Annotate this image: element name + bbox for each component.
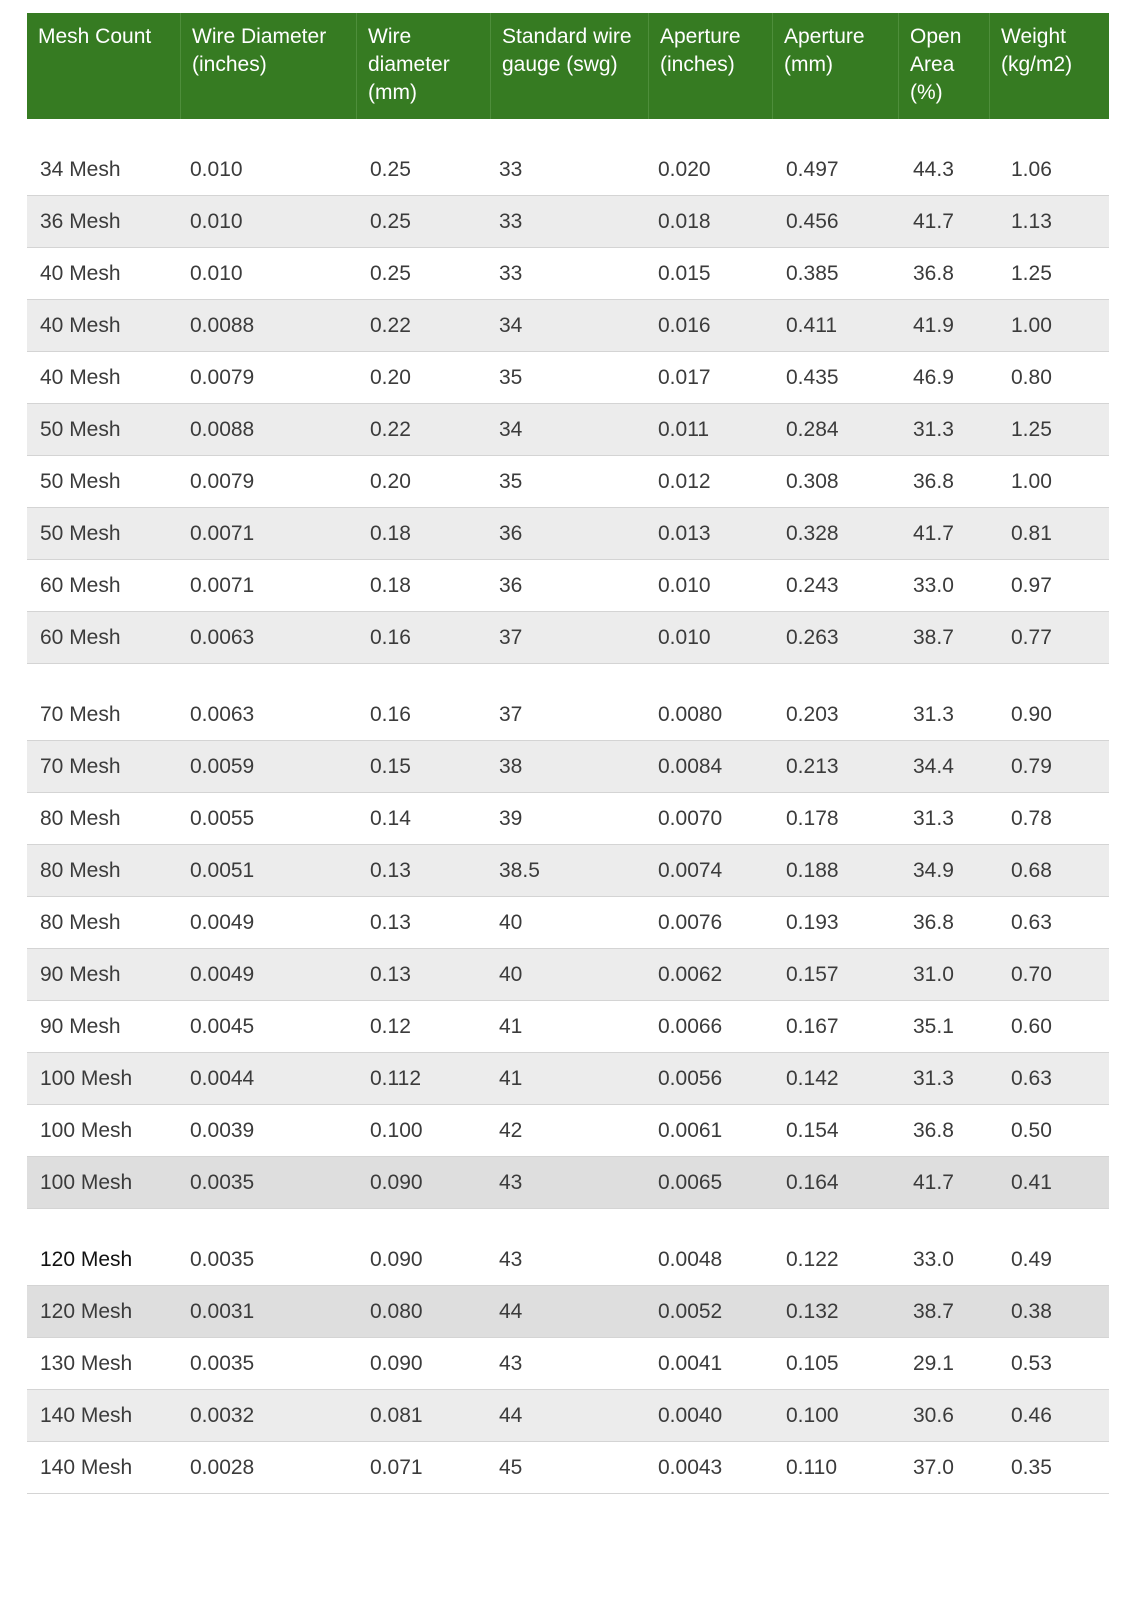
table-row (27, 741, 1109, 793)
cell-mesh-count: 70 Mesh (40, 702, 121, 726)
cell-open-area: 31.3 (913, 417, 954, 441)
table-row (27, 1286, 1109, 1338)
cell-aperture-mm: 0.110 (786, 1455, 837, 1479)
cell-aperture-mm: 0.132 (786, 1299, 839, 1323)
cell-aperture-inches: 0.017 (658, 365, 711, 389)
table-row (27, 404, 1109, 456)
cell-wire-diameter-inches: 0.0049 (190, 910, 255, 934)
cell-wire-diameter-mm: 0.18 (370, 573, 411, 597)
cell-aperture-inches: 0.0076 (658, 910, 723, 934)
cell-wire-diameter-mm: 0.20 (370, 469, 411, 493)
cell-open-area: 34.4 (913, 754, 954, 778)
table-row (27, 845, 1109, 897)
cell-weight: 1.00 (1011, 313, 1052, 337)
cell-aperture-inches: 0.0061 (658, 1118, 723, 1142)
cell-wire-diameter-inches: 0.0071 (190, 573, 255, 597)
cell-weight: 0.49 (1011, 1247, 1052, 1271)
table-group (27, 1234, 1109, 1494)
cell-aperture-mm: 0.435 (786, 365, 839, 389)
table-row (27, 248, 1109, 300)
cell-wire-diameter-inches: 0.0035 (190, 1351, 255, 1375)
cell-wire-diameter-inches: 0.0039 (190, 1118, 255, 1142)
cell-open-area: 31.3 (913, 806, 954, 830)
cell-aperture-inches: 0.0052 (658, 1299, 723, 1323)
cell-mesh-count: 34 Mesh (40, 157, 121, 181)
cell-mesh-count: 36 Mesh (40, 209, 121, 233)
cell-swg: 41 (499, 1066, 523, 1090)
cell-aperture-inches: 0.0065 (658, 1170, 723, 1194)
cell-mesh-count: 90 Mesh (40, 1014, 121, 1038)
cell-aperture-inches: 0.010 (658, 625, 711, 649)
cell-wire-diameter-inches: 0.0088 (190, 313, 255, 337)
cell-aperture-mm: 0.456 (786, 209, 839, 233)
cell-wire-diameter-inches: 0.0028 (190, 1455, 255, 1479)
cell-weight: 0.80 (1011, 365, 1052, 389)
cell-swg: 38.5 (499, 858, 540, 882)
cell-wire-diameter-inches: 0.0031 (190, 1299, 255, 1323)
table-row (27, 1001, 1109, 1053)
cell-aperture-mm: 0.157 (786, 962, 839, 986)
cell-aperture-inches: 0.0084 (658, 754, 723, 778)
cell-wire-diameter-mm: 0.15 (370, 754, 411, 778)
cell-swg: 33 (499, 209, 523, 233)
cell-wire-diameter-inches: 0.010 (190, 261, 243, 285)
cell-aperture-inches: 0.0066 (658, 1014, 723, 1038)
cell-open-area: 41.9 (913, 313, 954, 337)
cell-mesh-count: 140 Mesh (40, 1455, 133, 1479)
table-row (27, 1053, 1109, 1105)
cell-weight: 1.25 (1011, 417, 1052, 441)
cell-swg: 33 (499, 157, 523, 181)
cell-open-area: 38.7 (913, 1299, 954, 1323)
cell-aperture-mm: 0.105 (786, 1351, 839, 1375)
cell-wire-diameter-mm: 0.112 (370, 1066, 421, 1090)
cell-wire-diameter-inches: 0.0049 (190, 962, 255, 986)
cell-aperture-mm: 0.328 (786, 521, 839, 545)
cell-aperture-inches: 0.018 (658, 209, 711, 233)
cell-swg: 44 (499, 1299, 523, 1323)
cell-open-area: 31.3 (913, 702, 954, 726)
table-row (27, 196, 1109, 248)
cell-wire-diameter-mm: 0.090 (370, 1170, 423, 1194)
cell-weight: 0.77 (1011, 625, 1052, 649)
cell-open-area: 41.7 (913, 209, 954, 233)
cell-aperture-mm: 0.203 (786, 702, 839, 726)
cell-aperture-inches: 0.015 (658, 261, 711, 285)
cell-open-area: 36.8 (913, 910, 954, 934)
cell-weight: 1.13 (1011, 209, 1052, 233)
cell-wire-diameter-mm: 0.22 (370, 313, 411, 337)
cell-wire-diameter-inches: 0.0079 (190, 365, 255, 389)
cell-open-area: 33.0 (913, 1247, 954, 1271)
cell-wire-diameter-mm: 0.100 (370, 1118, 423, 1142)
cell-swg: 44 (499, 1403, 523, 1427)
cell-aperture-mm: 0.243 (786, 573, 839, 597)
cell-weight: 0.53 (1011, 1351, 1052, 1375)
cell-wire-diameter-inches: 0.010 (190, 209, 243, 233)
cell-weight: 0.63 (1011, 1066, 1052, 1090)
cell-mesh-count: 130 Mesh (40, 1351, 133, 1375)
cell-wire-diameter-inches: 0.0035 (190, 1170, 255, 1194)
cell-weight: 0.60 (1011, 1014, 1052, 1038)
table-row (27, 897, 1109, 949)
cell-mesh-count: 120 Mesh (40, 1247, 133, 1271)
cell-wire-diameter-inches: 0.0071 (190, 521, 255, 545)
header-wire-diameter-inches: Wire Diameter (inches) (181, 13, 357, 119)
cell-aperture-mm: 0.188 (786, 858, 839, 882)
cell-swg: 37 (499, 702, 523, 726)
table-row (27, 300, 1109, 352)
cell-aperture-inches: 0.0048 (658, 1247, 723, 1271)
cell-wire-diameter-inches: 0.010 (190, 157, 243, 181)
cell-swg: 37 (499, 625, 523, 649)
cell-mesh-count: 80 Mesh (40, 858, 121, 882)
cell-open-area: 37.0 (913, 1455, 954, 1479)
cell-open-area: 36.8 (913, 1118, 954, 1142)
cell-mesh-count: 40 Mesh (40, 261, 121, 285)
cell-aperture-inches: 0.020 (658, 157, 711, 181)
cell-wire-diameter-mm: 0.13 (370, 910, 411, 934)
cell-mesh-count: 100 Mesh (40, 1170, 133, 1194)
cell-aperture-mm: 0.308 (786, 469, 839, 493)
cell-swg: 42 (499, 1118, 523, 1142)
cell-weight: 0.63 (1011, 910, 1052, 934)
cell-weight: 0.81 (1011, 521, 1052, 545)
cell-wire-diameter-inches: 0.0088 (190, 417, 255, 441)
table-group (27, 144, 1109, 664)
cell-wire-diameter-inches: 0.0045 (190, 1014, 255, 1038)
cell-mesh-count: 100 Mesh (40, 1066, 133, 1090)
cell-aperture-inches: 0.0080 (658, 702, 723, 726)
cell-aperture-inches: 0.016 (658, 313, 711, 337)
cell-swg: 40 (499, 962, 523, 986)
cell-open-area: 41.7 (913, 521, 954, 545)
cell-wire-diameter-inches: 0.0063 (190, 625, 255, 649)
cell-weight: 0.90 (1011, 702, 1052, 726)
cell-wire-diameter-mm: 0.13 (370, 962, 411, 986)
cell-open-area: 36.8 (913, 469, 954, 493)
cell-swg: 35 (499, 469, 523, 493)
table-row (27, 1338, 1109, 1390)
table-group (27, 689, 1109, 1209)
table-row (27, 144, 1109, 196)
cell-mesh-count: 80 Mesh (40, 806, 121, 830)
cell-wire-diameter-mm: 0.25 (370, 157, 411, 181)
cell-wire-diameter-inches: 0.0032 (190, 1403, 255, 1427)
cell-aperture-mm: 0.178 (786, 806, 839, 830)
cell-swg: 39 (499, 806, 523, 830)
cell-open-area: 36.8 (913, 261, 954, 285)
cell-weight: 0.38 (1011, 1299, 1052, 1323)
cell-mesh-count: 70 Mesh (40, 754, 121, 778)
cell-aperture-inches: 0.0070 (658, 806, 723, 830)
cell-wire-diameter-mm: 0.16 (370, 702, 411, 726)
header-aperture-inches: Aperture (inches) (649, 13, 773, 119)
table-row (27, 560, 1109, 612)
cell-open-area: 38.7 (913, 625, 954, 649)
cell-weight: 0.78 (1011, 806, 1052, 830)
cell-weight: 1.06 (1011, 157, 1052, 181)
header-wire-diameter-mm: Wire diameter (mm) (357, 13, 491, 119)
cell-aperture-inches: 0.013 (658, 521, 711, 545)
header-aperture-mm: Aperture (mm) (773, 13, 899, 119)
cell-swg: 34 (499, 417, 523, 441)
cell-aperture-mm: 0.411 (786, 313, 837, 337)
cell-wire-diameter-mm: 0.090 (370, 1351, 423, 1375)
cell-aperture-mm: 0.100 (786, 1403, 839, 1427)
header-open-area: Open Area (%) (899, 13, 990, 119)
cell-weight: 0.70 (1011, 962, 1052, 986)
cell-aperture-mm: 0.213 (786, 754, 839, 778)
cell-mesh-count: 50 Mesh (40, 469, 121, 493)
cell-wire-diameter-mm: 0.20 (370, 365, 411, 389)
cell-weight: 0.79 (1011, 754, 1052, 778)
header-weight: Weight (kg/m2) (1001, 25, 1073, 76)
table-row (27, 1442, 1109, 1494)
cell-mesh-count: 60 Mesh (40, 573, 121, 597)
cell-weight: 1.25 (1011, 261, 1052, 285)
cell-weight: 0.50 (1011, 1118, 1052, 1142)
cell-mesh-count: 100 Mesh (40, 1118, 133, 1142)
cell-wire-diameter-mm: 0.25 (370, 261, 411, 285)
cell-swg: 36 (499, 573, 523, 597)
cell-wire-diameter-mm: 0.12 (370, 1014, 411, 1038)
cell-aperture-mm: 0.142 (786, 1066, 839, 1090)
cell-swg: 35 (499, 365, 523, 389)
table-row (27, 1390, 1109, 1442)
cell-weight: 0.46 (1011, 1403, 1052, 1427)
cell-wire-diameter-mm: 0.081 (370, 1403, 423, 1427)
cell-mesh-count: 140 Mesh (40, 1403, 133, 1427)
cell-open-area: 33.0 (913, 573, 954, 597)
cell-weight: 1.00 (1011, 469, 1052, 493)
cell-aperture-inches: 0.0062 (658, 962, 723, 986)
cell-wire-diameter-mm: 0.25 (370, 209, 411, 233)
cell-wire-diameter-inches: 0.0079 (190, 469, 255, 493)
cell-weight: 0.35 (1011, 1455, 1052, 1479)
cell-mesh-count: 90 Mesh (40, 962, 121, 986)
cell-wire-diameter-inches: 0.0051 (190, 858, 255, 882)
cell-aperture-inches: 0.012 (658, 469, 711, 493)
cell-open-area: 44.3 (913, 157, 954, 181)
cell-open-area: 31.3 (913, 1066, 954, 1090)
cell-aperture-mm: 0.154 (786, 1118, 839, 1142)
cell-mesh-count: 120 Mesh (40, 1299, 133, 1323)
cell-swg: 45 (499, 1455, 523, 1479)
table-body (27, 144, 1109, 1494)
cell-swg: 40 (499, 910, 523, 934)
cell-open-area: 41.7 (913, 1170, 954, 1194)
cell-mesh-count: 80 Mesh (40, 910, 121, 934)
table-row (27, 456, 1109, 508)
cell-swg: 34 (499, 313, 523, 337)
cell-swg: 43 (499, 1170, 523, 1194)
cell-aperture-inches: 0.0056 (658, 1066, 723, 1090)
cell-wire-diameter-inches: 0.0044 (190, 1066, 255, 1090)
cell-swg: 33 (499, 261, 523, 285)
cell-wire-diameter-inches: 0.0059 (190, 754, 255, 778)
cell-open-area: 46.9 (913, 365, 954, 389)
cell-wire-diameter-mm: 0.13 (370, 858, 411, 882)
cell-mesh-count: 50 Mesh (40, 521, 121, 545)
header-swg: Standard wire gauge (swg) (491, 13, 649, 119)
table-row (27, 793, 1109, 845)
cell-aperture-inches: 0.0040 (658, 1403, 723, 1427)
cell-aperture-inches: 0.011 (658, 417, 709, 441)
table-row (27, 949, 1109, 1001)
cell-aperture-inches: 0.0043 (658, 1455, 723, 1479)
table-row (27, 689, 1109, 741)
cell-wire-diameter-mm: 0.090 (370, 1247, 423, 1271)
cell-mesh-count: 40 Mesh (40, 313, 121, 337)
cell-aperture-mm: 0.122 (786, 1247, 839, 1271)
table-row (27, 352, 1109, 404)
table-row (27, 1105, 1109, 1157)
cell-open-area: 35.1 (913, 1014, 954, 1038)
cell-swg: 41 (499, 1014, 523, 1038)
cell-aperture-inches: 0.0041 (658, 1351, 723, 1375)
table-header (27, 13, 1109, 119)
cell-swg: 43 (499, 1247, 523, 1271)
cell-aperture-mm: 0.263 (786, 625, 839, 649)
table-row (27, 1157, 1109, 1209)
cell-aperture-inches: 0.0074 (658, 858, 723, 882)
cell-wire-diameter-mm: 0.16 (370, 625, 411, 649)
cell-mesh-count: 40 Mesh (40, 365, 121, 389)
cell-wire-diameter-inches: 0.0063 (190, 702, 255, 726)
cell-swg: 43 (499, 1351, 523, 1375)
cell-aperture-mm: 0.385 (786, 261, 839, 285)
mesh-spec-table (27, 13, 1109, 1494)
cell-aperture-inches: 0.010 (658, 573, 711, 597)
cell-wire-diameter-inches: 0.0055 (190, 806, 255, 830)
table-row (27, 612, 1109, 664)
cell-open-area: 34.9 (913, 858, 954, 882)
cell-weight: 0.68 (1011, 858, 1052, 882)
cell-open-area: 30.6 (913, 1403, 954, 1427)
header-mesh-count: Mesh Count (27, 13, 181, 119)
cell-aperture-mm: 0.164 (786, 1170, 839, 1194)
cell-wire-diameter-inches: 0.0035 (190, 1247, 255, 1271)
cell-mesh-count: 50 Mesh (40, 417, 121, 441)
cell-weight: 0.41 (1011, 1170, 1052, 1194)
cell-open-area: 31.0 (913, 962, 954, 986)
cell-wire-diameter-mm: 0.071 (370, 1455, 423, 1479)
cell-wire-diameter-mm: 0.22 (370, 417, 411, 441)
cell-swg: 38 (499, 754, 523, 778)
cell-aperture-mm: 0.497 (786, 157, 839, 181)
cell-swg: 36 (499, 521, 523, 545)
cell-aperture-mm: 0.167 (786, 1014, 839, 1038)
cell-weight: 0.97 (1011, 573, 1052, 597)
cell-wire-diameter-mm: 0.14 (370, 806, 411, 830)
cell-aperture-mm: 0.193 (786, 910, 839, 934)
cell-mesh-count: 60 Mesh (40, 625, 121, 649)
table-row (27, 1234, 1109, 1286)
cell-wire-diameter-mm: 0.080 (370, 1299, 423, 1323)
table-row (27, 508, 1109, 560)
cell-open-area: 29.1 (913, 1351, 954, 1375)
cell-aperture-mm: 0.284 (786, 417, 839, 441)
cell-wire-diameter-mm: 0.18 (370, 521, 411, 545)
